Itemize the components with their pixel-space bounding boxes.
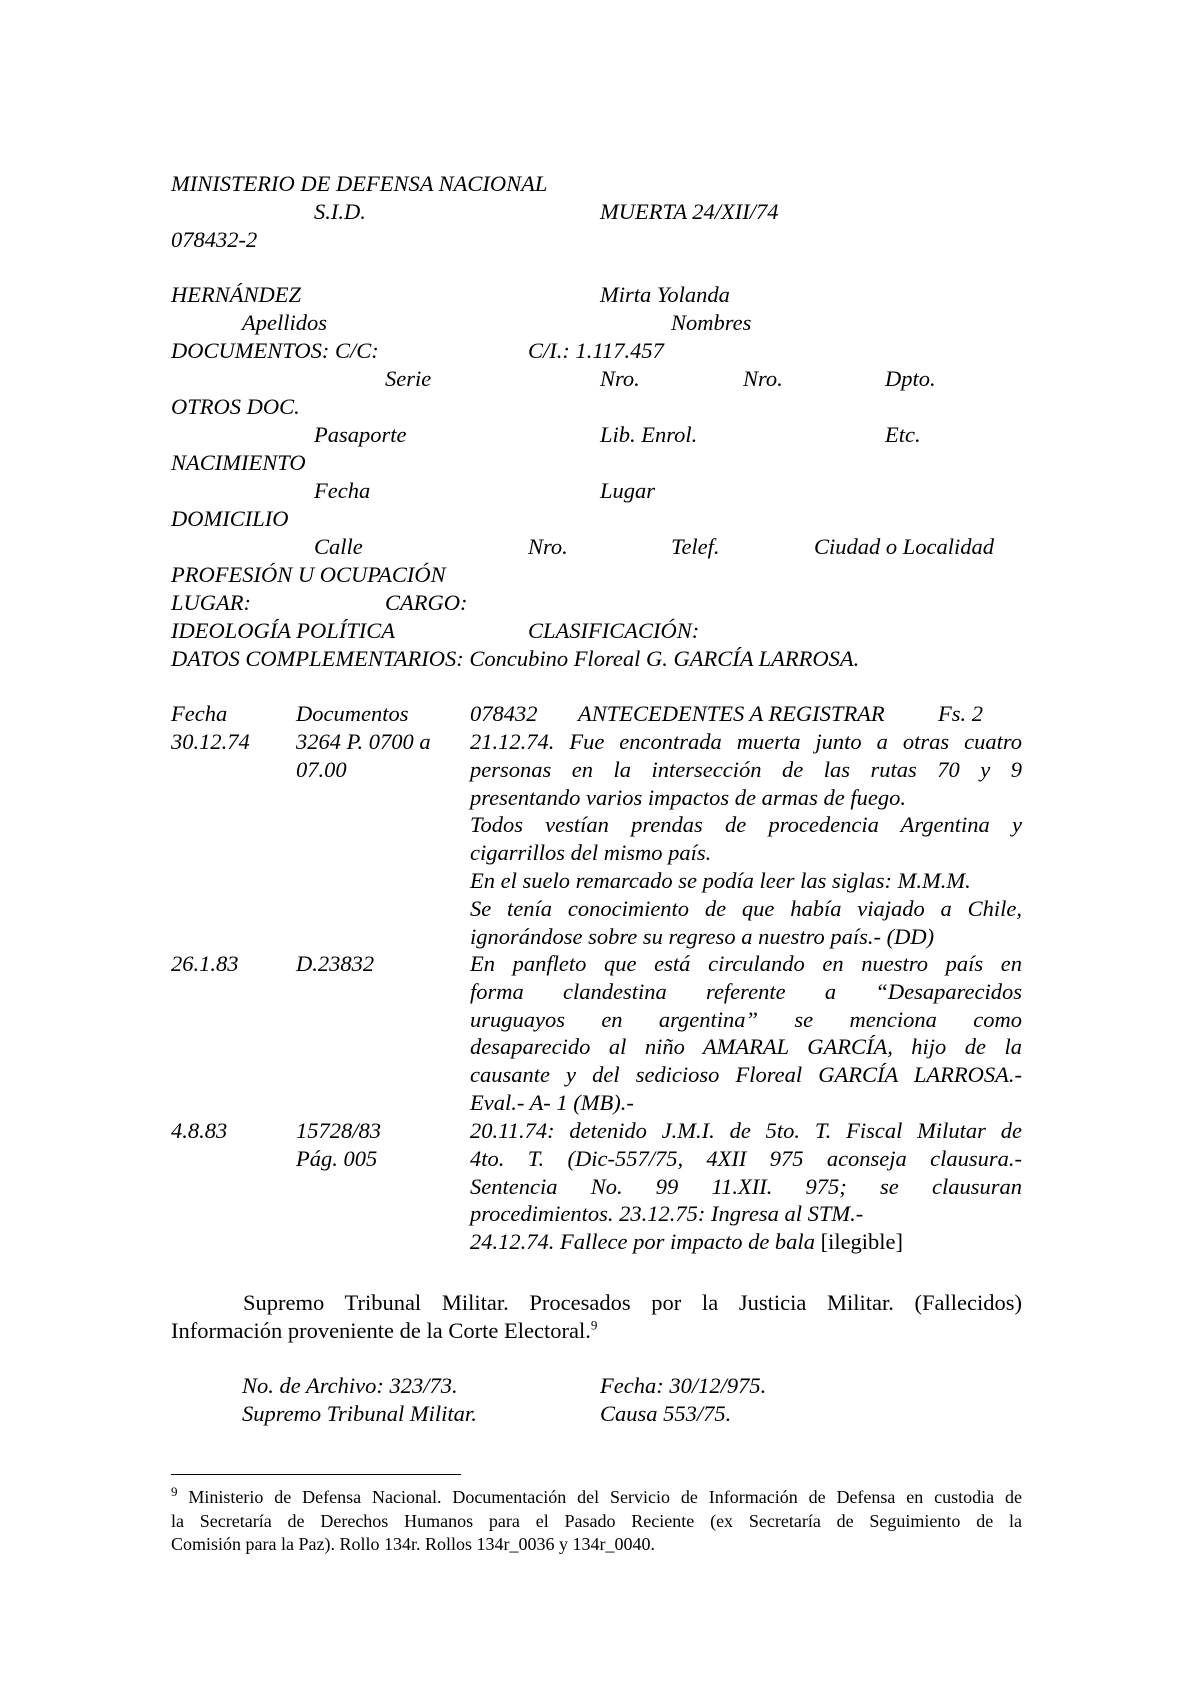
ministry-heading: MINISTERIO DE DEFENSA NACIONAL — [171, 171, 548, 196]
given-names: Mirta Yolanda — [600, 282, 730, 307]
entry-text-line: forma clandestina referente a “Desaparecidos — [470, 978, 1022, 1004]
file-number: 078432-2 — [171, 227, 258, 252]
footnote-line-text: Ministerio de Defensa Nacional. Documentación del Servicio de Información de Defensa en custodia de — [188, 1487, 1023, 1507]
entry-document: 3264 P. 0700 a — [296, 729, 431, 754]
footnote-line — [171, 1486, 1022, 1510]
entry-text-line: uruguayos en argentina” se menciona como — [470, 1006, 1022, 1032]
phone-label: Telef. — [671, 534, 720, 559]
entry-text-line: Se tenía conocimiento de que había viajado a Chile, — [470, 895, 1022, 921]
record-number: 078432 — [470, 701, 538, 726]
footnote-line: la Secretaría de Derechos Humanos para el Pasado Reciente (ex Secretaría de Seguimiento de la — [171, 1510, 1022, 1531]
footnote-divider — [171, 1474, 461, 1475]
city-label: Ciudad o Localidad — [814, 534, 995, 559]
entry-text-line: 4to. T. (Dic-557/75, 4XII 975 aconseja clausura.- — [470, 1145, 1022, 1171]
birth-date-label: Fecha — [314, 478, 371, 503]
entry-text-line: En panfleto que está circulando en nuestro país en — [470, 951, 1022, 976]
position-label: CARGO: — [385, 590, 468, 615]
birth-label: NACIMIENTO — [171, 450, 306, 475]
lib-enrol-label: Lib. Enrol. — [600, 422, 698, 447]
birth-place-label: Lugar — [600, 478, 656, 503]
col-date-header: Fecha — [171, 701, 228, 726]
entry-text-line: presentando varios impactos de armas de fuego. — [470, 784, 906, 810]
etc-label: Etc. — [885, 422, 921, 447]
street-label: Calle — [314, 534, 363, 559]
folio-number: Fs. 2 — [938, 701, 983, 726]
place-label: LUGAR: — [171, 590, 251, 615]
entry-text-line: Sentencia No. 99 11.XII. 975; se clausuran — [470, 1173, 1022, 1199]
documents-label: DOCUMENTOS: C/C: — [171, 338, 379, 363]
entry-text-line: procedimientos. 23.12.75: Ingresa al STM.- — [470, 1201, 864, 1227]
entry-text — [470, 728, 1022, 950]
entry-text-line: En el suelo remarcado se podía leer las siglas: M.M.M. — [470, 867, 971, 893]
archive-number: No. de Archivo: 323/73. — [242, 1373, 458, 1398]
entry-text-line: Todos vestían prendas de procedencia Argentina y — [470, 812, 1022, 838]
entry-date: 4.8.83 — [171, 1118, 228, 1143]
entry-text-line: 21.12.74. Fue encontrada muerta junto a otras cuatro — [470, 729, 1022, 754]
antecedentes-title: ANTECEDENTES A REGISTRAR — [578, 701, 885, 726]
archive-date: Fecha: 30/12/975. — [600, 1373, 767, 1398]
nro-label: Nro. — [600, 366, 640, 391]
case-number: Causa 553/75. — [600, 1401, 732, 1426]
surname-label: Apellidos — [242, 310, 327, 335]
entry-text-line: cigarrillos del mismo país. — [470, 840, 712, 866]
address-label: DOMICILIO — [171, 506, 289, 531]
entry-document: 07.00 — [296, 757, 347, 782]
col-documents-header: Documentos — [296, 701, 409, 726]
other-docs-label: OTROS DOC. — [171, 394, 300, 419]
street-number-label: Nro. — [528, 534, 568, 559]
footnote-reference[interactable]: 9 — [590, 1317, 598, 1333]
entry-document: D.23832 — [296, 951, 375, 976]
entry-text-line: desaparecido al niño AMARAL GARCÍA, hijo de la — [470, 1034, 1022, 1060]
surname: HERNÁNDEZ — [171, 282, 302, 307]
passport-label: Pasaporte — [314, 422, 407, 447]
entry-document: Pág. 005 — [296, 1146, 378, 1171]
dpto-label: Dpto. — [885, 366, 936, 391]
entry-text-line: causante y del sedicioso Floreal GARCÍA LARROSA.- — [470, 1062, 1022, 1088]
entry-text — [470, 950, 1022, 1117]
entry-text-line: 20.11.74: detenido J.M.I. de 5to. T. Fiscal Milutar de — [470, 1118, 1022, 1143]
political-ideology-label: IDEOLOGÍA POLÍTICA — [171, 618, 395, 643]
entry-text-line: personas en la intersección de las rutas 70 y 9 — [470, 756, 1022, 782]
entry-text-line: ignorándose sobre su regreso a nuestro país.- (DD) — [470, 923, 935, 949]
footnote — [171, 1486, 1022, 1557]
entry-text-line: 24.12.74. Fallece por impacto de bala — [470, 1229, 815, 1255]
classification-label: CLASIFICACIÓN: — [528, 618, 700, 643]
sid-label: S.I.D. — [314, 199, 366, 224]
entry-document: 15728/83 — [296, 1118, 382, 1143]
tribunal-name: Supremo Tribunal Militar. — [242, 1401, 477, 1426]
paragraph-line: Información proveniente de la Corte Electoral. — [171, 1318, 591, 1343]
profession-label: PROFESIÓN U OCUPACIÓN — [171, 562, 446, 587]
serie-label: Serie — [385, 366, 432, 391]
status-death: MUERTA 24/XII/74 — [600, 199, 779, 224]
footnote-line: Comisión para la Paz). Rollo 134r. Rollos 134r_0036 y 134r_0040. — [171, 1534, 655, 1554]
entry-text — [470, 1117, 1022, 1256]
footnote-number: 9 — [171, 1484, 178, 1499]
names-label: Nombres — [671, 310, 752, 335]
entry-text-line-wrapper — [470, 1228, 1022, 1256]
nro-label: Nro. — [743, 366, 783, 391]
ci-number: C/I.: 1.117.457 — [528, 338, 664, 363]
paragraph-line: Supremo Tribunal Militar. Procesados por la Justicia Militar. (Fallecidos) — [243, 1290, 1022, 1315]
entry-text-line: Eval.- A- 1 (MB).- — [470, 1089, 634, 1115]
body-paragraph — [171, 1289, 1022, 1345]
entry-date: 30.12.74 — [171, 729, 250, 754]
illegible-note: [ilegible] — [820, 1229, 904, 1255]
complementary-data: DATOS COMPLEMENTARIOS: Concubino Floreal G. GARCÍA LARROSA. — [171, 646, 860, 671]
entry-date: 26.1.83 — [171, 951, 239, 976]
